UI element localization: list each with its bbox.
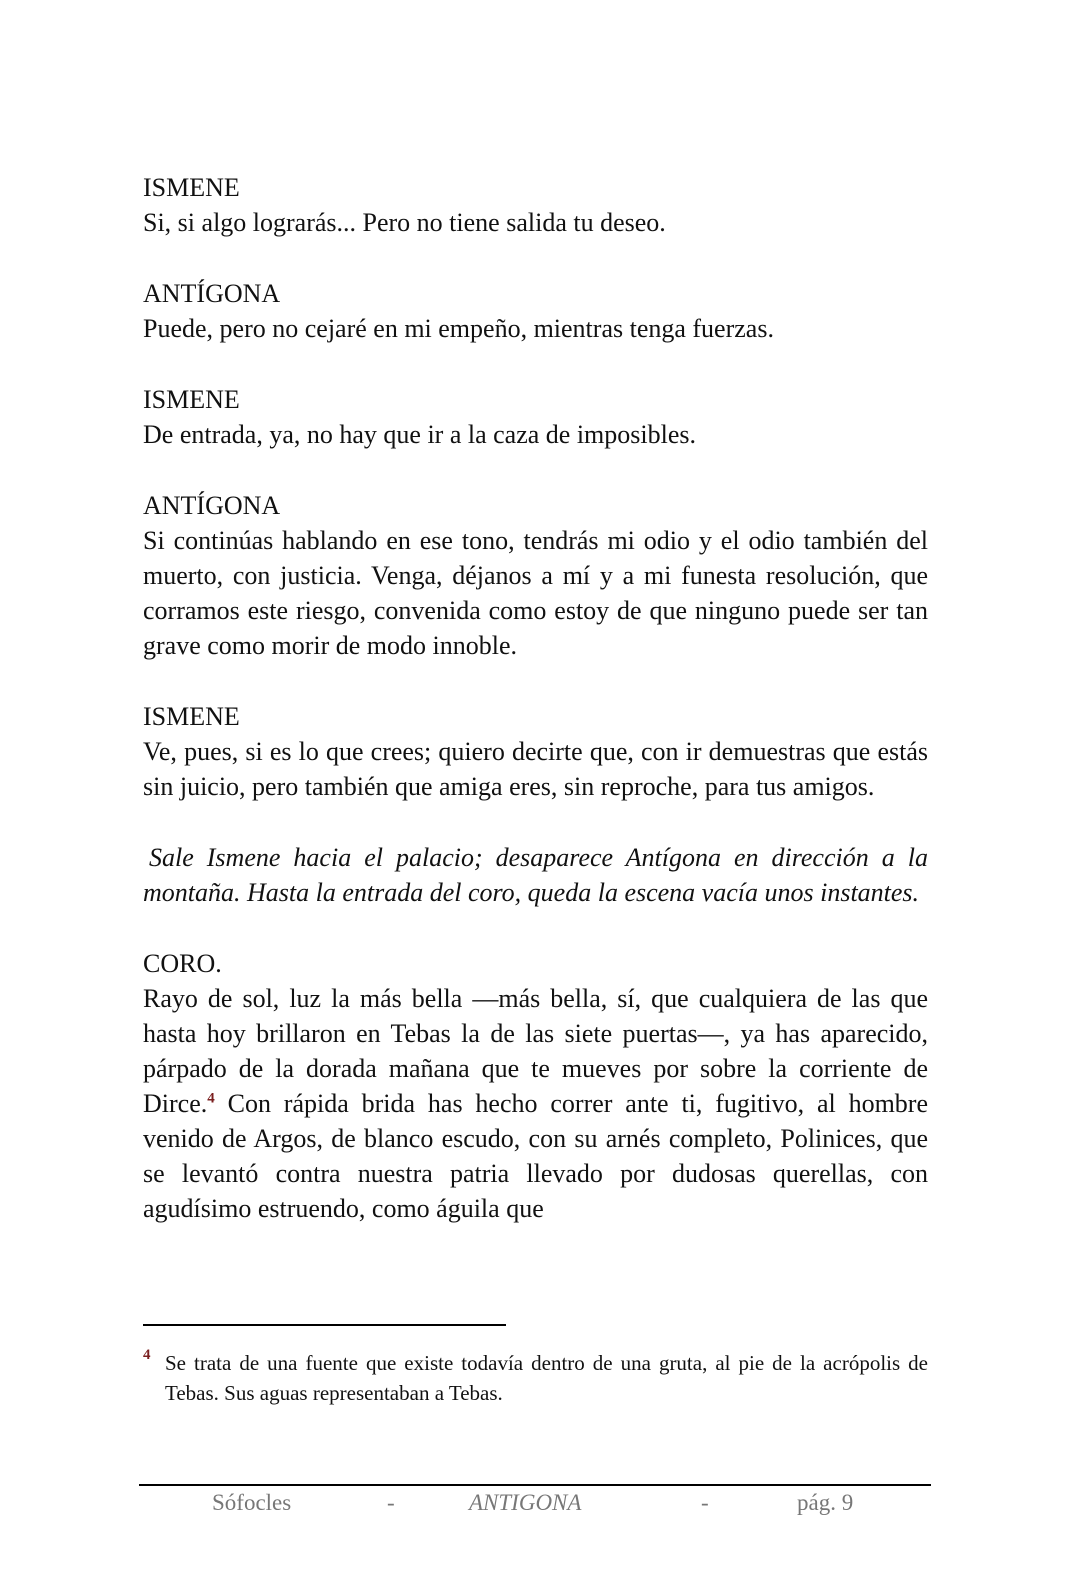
- footer-title: ANTIGONA: [469, 1490, 582, 1515]
- speech-text: [143, 981, 928, 1226]
- speaker-name: ANTÍGONA: [143, 279, 281, 308]
- dialogue-block: [143, 488, 928, 663]
- speech-text: De entrada, ya, no hay que ir a la caza de imposibles.: [143, 420, 696, 449]
- chorus-block: [143, 946, 928, 1226]
- speaker-name: CORO.: [143, 949, 222, 978]
- speaker-name: ISMENE: [143, 385, 240, 414]
- footnote-reference[interactable]: 4: [207, 1090, 215, 1107]
- dialogue-block: [143, 382, 928, 452]
- footnote: [143, 1340, 928, 1408]
- footer-separator: -: [701, 1490, 709, 1515]
- page-footer: [139, 1490, 931, 1522]
- speech-text: Si continúas hablando en ese tono, tendrás mi odio y el odio también del muerto, con justicia. Venga, déjanos a mí y a mi funesta resolución, que corramos este riesgo, convenida como estoy de que ninguno puede ser tan grave como morir de modo innoble.: [143, 526, 928, 660]
- dialogue-block: [143, 699, 928, 804]
- footer-separator: -: [387, 1490, 395, 1515]
- speech-text: Si, si algo lograrás... Pero no tiene salida tu deseo.: [143, 208, 666, 237]
- stage-direction: Sale Ismene hacia el palacio; desaparece Antígona en dirección a la montaña. Hasta la entrada del coro, queda la escena vacía unos instantes.: [143, 843, 928, 907]
- page-number: pág. 9: [797, 1490, 854, 1515]
- footnote-divider: [143, 1324, 506, 1326]
- footnote-text: Se trata de una fuente que existe todavía dentro de una gruta, al pie de la acrópolis de Tebas. Sus aguas representaban a Tebas.: [165, 1351, 928, 1405]
- speech-text: Ve, pues, si es lo que crees; quiero decirte que, con ir demuestras que estás sin juicio, pero también que amiga eres, sin reproche, para tus amigos.: [143, 737, 928, 801]
- footer-divider: [139, 1484, 931, 1486]
- dialogue-block: [143, 170, 928, 240]
- dialogue-block: [143, 276, 928, 346]
- speaker-name: ISMENE: [143, 173, 240, 202]
- chorus-text-part-2: Con rápida brida has hecho correr ante ti, fugitivo, al hombre venido de Argos, de blanco escudo, con su arnés completo, Polinices, que se levantó contra nuestra patria llevado por dudosas querellas, con agudísimo estruendo, como águila que: [143, 1089, 928, 1223]
- footer-author: Sófocles: [212, 1490, 292, 1515]
- chorus-text-part-1: Rayo de sol, luz la más bella —más bella, sí, que cualquiera de las que hasta hoy brillaron en Tebas la de las siete puertas—, ya has aparecido, párpado de la dorada mañana que te mueves por sobre la corriente de Dirce.: [143, 984, 928, 1118]
- speaker-name: ISMENE: [143, 702, 240, 731]
- speaker-name: ANTÍGONA: [143, 491, 281, 520]
- page-body: [143, 170, 928, 1262]
- speech-text: Puede, pero no cejaré en mi empeño, mientras tenga fuerzas.: [143, 314, 774, 343]
- footnote-number: 4: [143, 1347, 151, 1363]
